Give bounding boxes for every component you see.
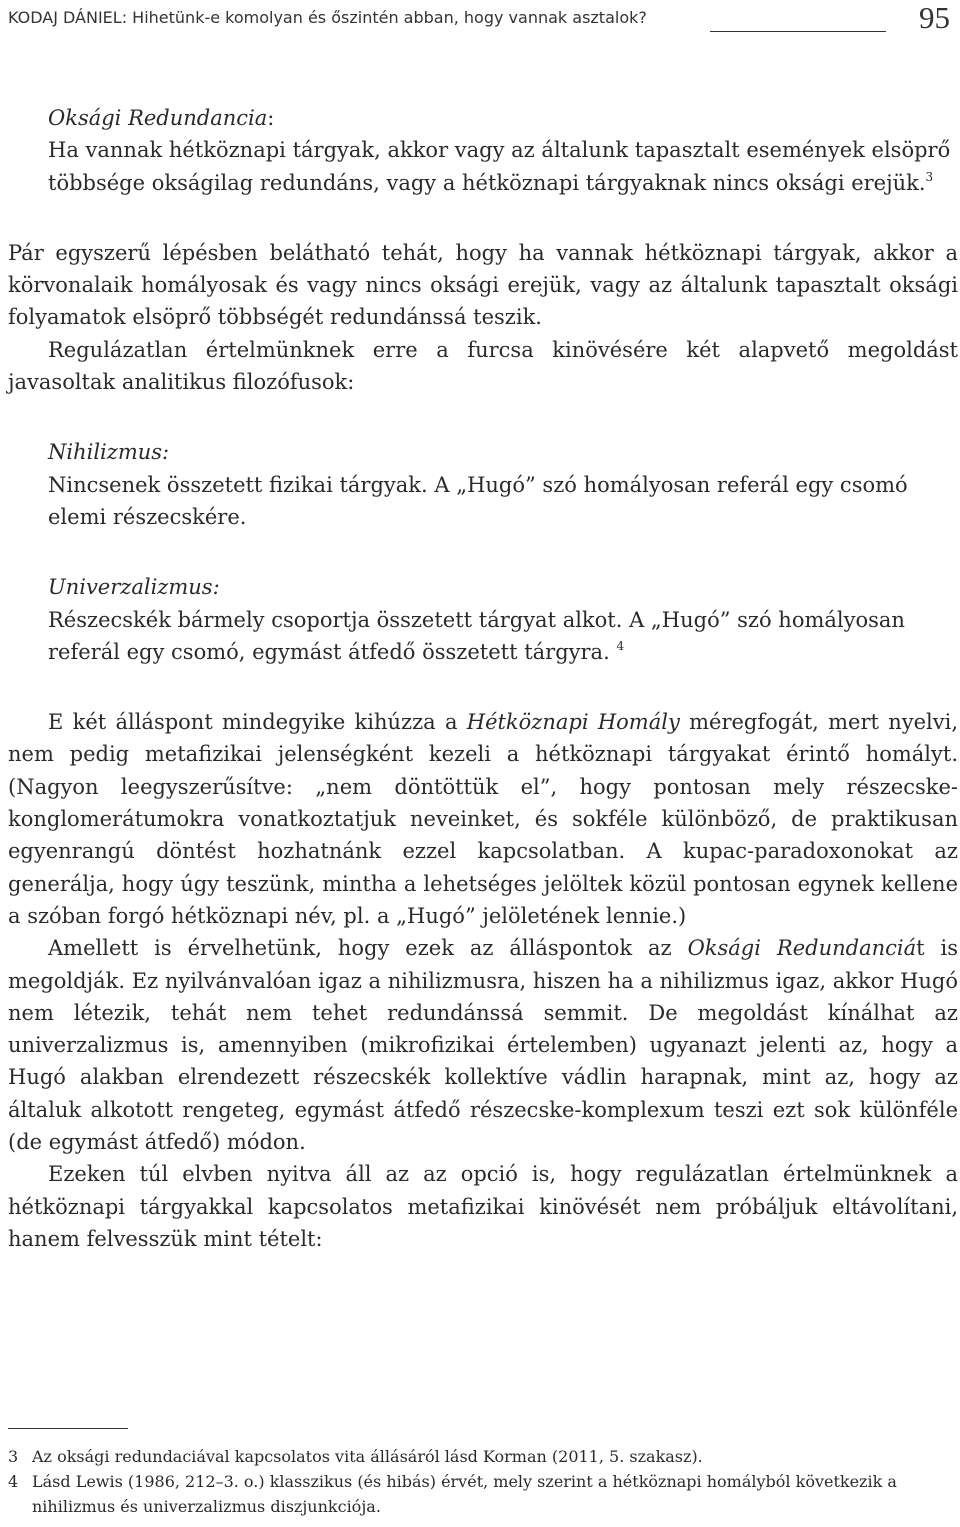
- paragraph-4-emphasis: Hétköznapi Homály: [466, 710, 680, 735]
- paragraph-4-part-b: méregfogát, mert nyelvi, nem pedig metafizikai jelenségként kezeli a hétköznapi tárgyakat érintő homályt. (Nagyon leegyszerűsítve: „nem döntöttük el”, hogy pontosan mely részecske-konglomerátumokra vonatkoztatjuk neveinket, és sokféle különböző, de praktikusan egyenrangú döntést hozhatnánk ezzel kapcsolatban. A kupac-paradoxonokat az generálja, hogy úgy teszünk, mintha a lehetséges jelöltek közül pontosan egynek kellene a szóban forgó hétköznapi név, pl. a „Hugó” jelöletének lennie.): [8, 710, 959, 928]
- paragraph-5: [8, 932, 958, 1158]
- footnote-number: 4: [8, 1472, 19, 1491]
- universalism-text: Részecskék bármely csoportja összetett tárgyat alkot. A „Hugó” szó homályosan referál egy csomó, egymást átfedő összetett tárgyra.: [48, 607, 905, 664]
- spacer: [8, 199, 958, 237]
- universalism-statement: [8, 604, 958, 669]
- paragraph-5-emphasis: Oksági Redundanciá: [687, 936, 917, 961]
- footnote-text: Lásd Lewis (1986, 212–3. o.) klasszikus (és hibás) érvét, mely szerint a hétköznapi homályból következik a nihilizmus és univerzalizmus diszjunkciója.: [32, 1472, 897, 1516]
- footnote-number: 3: [8, 1447, 19, 1466]
- spacer: [8, 533, 958, 571]
- universalism-label: [8, 571, 958, 603]
- footnotes: [8, 1444, 958, 1519]
- paragraph-5-part-a: Amellett is érvelhetünk, hogy ezek az álláspontok az: [48, 936, 688, 961]
- universalism-title: Univerzalizmus:: [48, 575, 220, 600]
- page-number: 95: [919, 0, 950, 35]
- footnote-ref-4[interactable]: 4: [616, 638, 625, 653]
- paragraph-4: [8, 706, 958, 932]
- paragraph-5-part-b: t is megoldják. Ez nyilvánvalóan igaz a nihilizmusra, hiszen ha a nihilizmus igaz, akkor Hugó nem létezik, tehát nem tehet redundánssá semmit. De megoldást kínálhat az univerzalizmus is, amennyiben (mikrofizikai értelemben) ugyanazt jelenti az, hogy a Hugó alakban elrendezett részecskék kollektíve vádlin harapnak, mint az, hogy az általuk alkotott rengeteg, egymást átfedő részecske-komplexum teszi ezt sok különféle (de egymást átfedő) módon.: [8, 936, 958, 1155]
- paragraph-4-part-a: E két álláspont mindegyike kihúzza a: [48, 710, 467, 735]
- footnote-text: Az oksági redundaciával kapcsolatos vita állásáról lásd Korman (2011, 5. szakasz).: [32, 1447, 703, 1466]
- spacer: [8, 398, 958, 436]
- running-title: KODAJ DÁNIEL: Hihetünk-e komolyan és őszintén abban, hogy vannak asztalok?: [8, 8, 647, 27]
- spacer: [8, 668, 958, 706]
- causal-redundancy-statement: [8, 134, 958, 199]
- paragraph-2: Pár egyszerű lépésben belátható tehát, hogy ha vannak hétköznapi tárgyak, akkor a körvonalaik homályosak és vagy nincs oksági erejük, vagy az általunk tapasztalt oksági folyamatok elsöprő többségét redundánssá teszik.: [8, 240, 958, 330]
- causal-redundancy-colon: :: [267, 106, 275, 130]
- footnote-separator: [8, 1428, 128, 1429]
- main-text: [8, 102, 958, 1255]
- header-rule: [710, 31, 886, 32]
- causal-redundancy-title: Oksági Redundancia: [48, 106, 268, 130]
- paragraph-3: Regulázatlan értelmünknek erre a furcsa kinövésére két alapvető megoldást javasoltak analitikus filozófusok:: [8, 337, 958, 395]
- causal-redundancy-label: [8, 102, 958, 134]
- nihilism-label: [8, 436, 958, 468]
- footnote-3: [8, 1444, 958, 1469]
- paragraph-6: Ezeken túl elvben nyitva áll az az opció is, hogy regulázatlan értelmünknek a hétköznapi tárgyakkal kapcsolatos metafizikai kinövését nem próbáljuk eltávolítani, hanem felvesszük mint tételt:: [8, 1162, 958, 1251]
- nihilism-statement: Nincsenek összetett fizikai tárgyak. A „Hugó” szó homályosan referál egy csomó elemi részecskére.: [48, 472, 908, 529]
- running-header: [8, 0, 950, 35]
- causal-redundancy-text: Ha vannak hétköznapi tárgyak, akkor vagy az általunk tapasztalt események elsöprő többsége okságilag redundáns, vagy a hétköznapi tárgyaknak nincs oksági erejük.: [48, 138, 951, 195]
- footnote-ref-3[interactable]: 3: [925, 169, 934, 184]
- footnote-4: [8, 1469, 958, 1519]
- nihilism-title: Nihilizmus:: [48, 440, 170, 465]
